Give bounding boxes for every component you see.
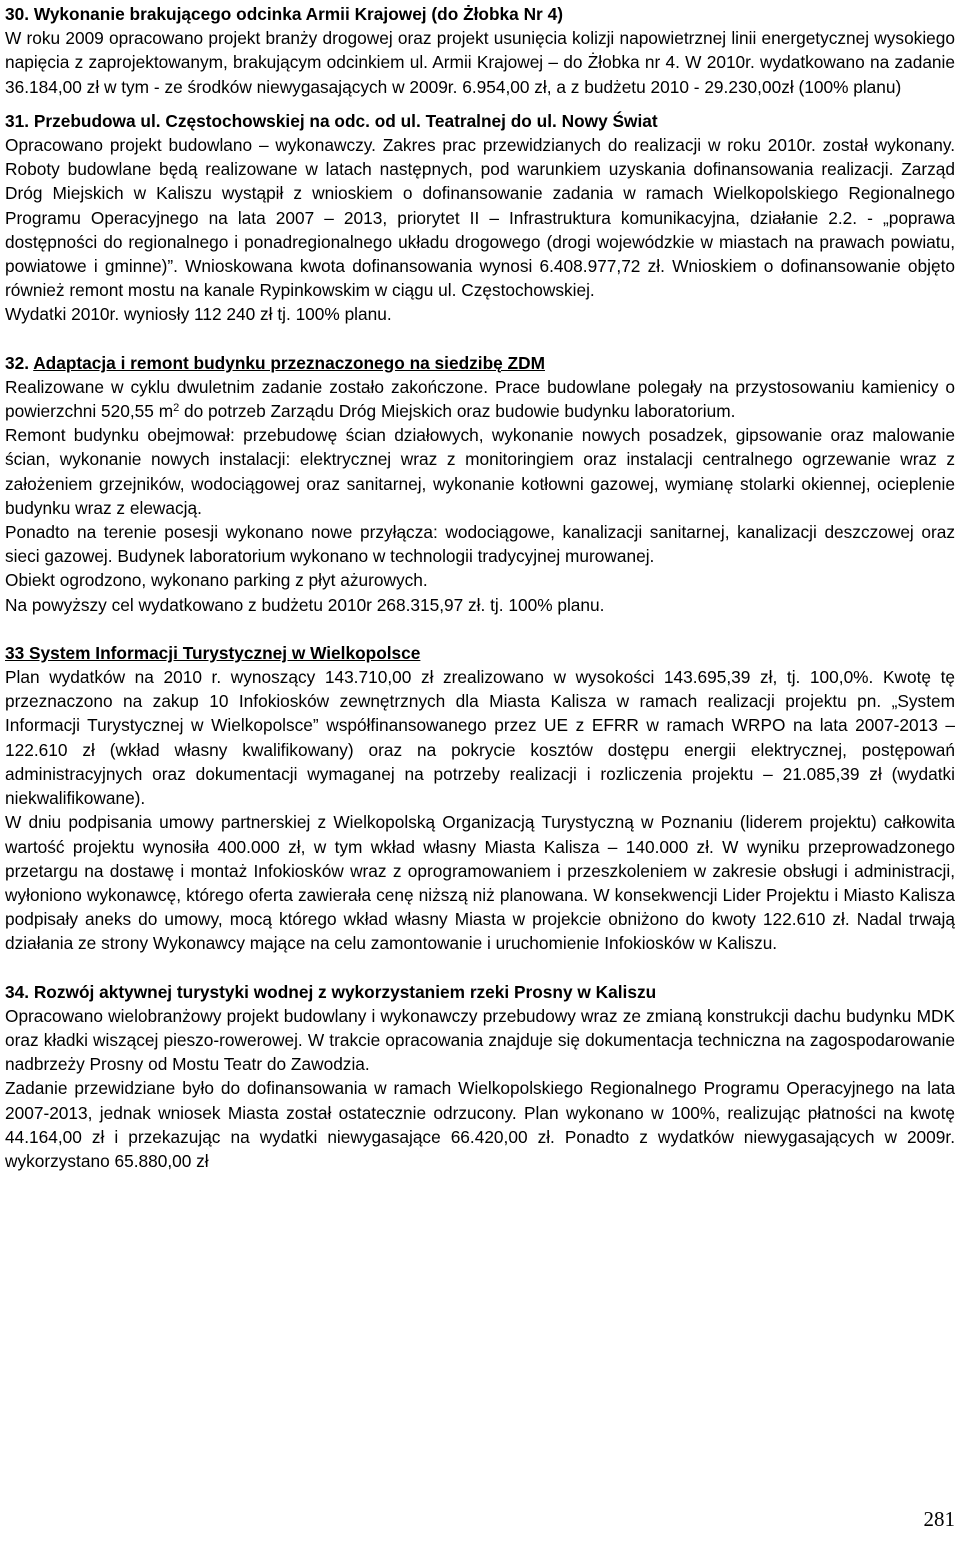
section-32-paragraph-2: Remont budynku obejmował: przebudowę ścian działowych, wykonanie nowych posadzek, gipsowanie oraz malowanie ścian, wykonanie nowych instalacji: elektrycznej wraz z monitoringiem oraz instalacji centralnego ogrzewanie wraz z założeniem grzejników, wodociągowej oraz sanitarnej, wykonanie kotłowni gazowej, wymianę stolarki okiennej, ocieplenie budynku wraz z elewacją. — [5, 425, 955, 518]
section-32-text: Realizowane w cyklu dwuletnim zadanie zostało zakończone. Prace budowlane polegały na przystosowaniu kamienicy o powierzchni 520,55 m — [5, 376, 955, 422]
page-number: 281 — [923, 1507, 955, 1531]
section-33-paragraph-2: W dniu podpisania umowy partnerskiej z Wielkopolską Organizacją Turystyczną w Poznaniu (liderem projektu) całkowita wartość projektu wynosiła 400.000 zł, w tym wkład własny Miasta Kalisza – 140.000 zł. W wyniku przeprowadzonego przetargu na dostawę i montaż Infokiosków wraz z oprogramowaniem i przeszkoleniem w zakresie obsługi i administracji, wyłoniono wykonawcę, którego oferta zawierała cenę niższą niż planowana. W konsekwencji Lider Projektu i Miasto Kalisza podpisały aneks do umowy, mocą którego wkład własny Miasta w projekcie obniżono do kwoty 122.610 zł. Nadal trwają działania ze strony Wykonawcy mające na celu zamontowanie i uruchomienie Infokiosków w Kaliszu. — [5, 812, 955, 954]
section-34-title: 34. Rozwój aktywnej turystyki wodnej z wykorzystaniem rzeki Prosny w Kaliszu — [5, 981, 657, 1002]
section-32-paragraph-4: Obiekt ogrodzono, wykonano parking z płyt ażurowych. — [5, 570, 428, 591]
section-31-body: Opracowano projekt budowlano – wykonawczy. Zakres prac przewidzianych do realizacji w roku 2010r. został wykonany. Roboty budowlane będą realizowane w latach następnych, pod warunkiem uzyskania dofinansowania realizacji. Zarząd Dróg Miejskich w Kaliszu wystąpił z wnioskiem o dofinansowanie zadania w ramach Wielkopolskiego Regionalnego Programu Operacyjnego na lata 2007 – 2013, priorytet II – Infrastruktura komunikacyjna, działanie 2.2. - „poprawa dostępności do regionalnego i ponadregionalnego układu drogowego (drogi wojewódzkie w miastach na prawach powiatu, powiatowe i gminne)”. Wnioskowana kwota dofinansowania wynosi 6.408.977,72 zł. Wnioskiem o dofinansowanie objęto również remont mostu na kanale Rypinkowskim w ciągu ul. Częstochowskiej. — [5, 135, 955, 301]
superscript: 2 — [173, 402, 180, 415]
section-32-number: 32. — [5, 352, 34, 373]
section-30 — [5, 2, 955, 99]
section-31 — [5, 109, 955, 327]
section-33 — [5, 641, 955, 956]
section-32-paragraph-5: Na powyższy cel wydatkowano z budżetu 2010r 268.315,97 zł. tj. 100% planu. — [5, 594, 605, 615]
section-32-paragraph-3: Ponadto na terenie posesji wykonano nowe przyłącza: wodociągowe, kanalizacji sanitarnej, kanalizacji deszczowej oraz sieci gazowej. Budynek laboratorium wykonano w technologii tradycyjnej murowanej. — [5, 522, 955, 567]
section-32-heading — [5, 351, 955, 375]
section-31-title: 31. Przebudowa ul. Częstochowskiej na odc. od ul. Teatralnej do ul. Nowy Świat — [5, 110, 658, 131]
section-34 — [5, 980, 955, 1174]
section-30-title: 30. Wykonanie brakującego odcinka Armii Krajowej (do Żłobka Nr 4) — [5, 4, 563, 24]
section-32 — [5, 351, 955, 617]
section-33-paragraph-1: Plan wydatków na 2010 r. wynoszący 143.710,00 zł zrealizowano w wysokości 143.695,39 zł, tj. 100,0%. Kwotę tę przeznaczono na zakup 10 Infokiosków zewnętrznych dla Miasta Kalisza w ramach realizacji projektu pn. „System Informacji Turystycznej w Wielkopolsce” współfinansowanego przez UE z EFRR w ramach WRPO na lata 2007-2013 – 122.610 zł (wkład własny kwalifikowany) oraz na pokrycie kosztów dostępu energii elektrycznej, postępowań administracyjnych oraz dokumentacji wymaganej na potrzeby realizacji i rozliczenia projektu – 21.085,39 zł (wydatki niekwalifikowane). — [5, 667, 955, 809]
section-32-text-cont: do potrzeb Zarządu Dróg Miejskich oraz budowie budynku laboratorium. — [179, 401, 736, 422]
section-34-paragraph-1: Opracowano wielobranżowy projekt budowlany i wykonawczy przebudowy wraz ze zmianą konstrukcji dachu budynku MDK oraz kładki wiszącej pieszo-rowerowej. W trakcie opracowania znajduje się dokumentacja techniczna na zagospodarowanie nadbrzeży Prosny od Mostu Teatr do Zawodzia. — [5, 1005, 955, 1075]
section-33-title: 33 System Informacji Turystycznej w Wielkopolsce — [5, 642, 421, 663]
section-34-paragraph-2: Zadanie przewidziane było do dofinansowania w ramach Wielkopolskiego Regionalnego Programu Operacyjnego na lata 2007-2013, jednak wniosek Miasta został ostatecznie odrzucony. Plan wykonano w 100%, realizując płatności na kwotę 44.164,00 zł i przekazując na wydatki niewygasające 66.420,00 zł. Ponadto z wydatków niewygasających w 2009r. wykorzystano 65.880,00 zł — [5, 1078, 955, 1171]
section-32-title: Adaptacja i remont budynku przeznaczonego na siedzibę ZDM — [33, 352, 545, 373]
document-page — [5, 2, 955, 1173]
section-31-expenses: Wydatki 2010r. wyniosły 112 240 zł tj. 100% planu. — [5, 304, 392, 325]
section-30-body: W roku 2009 opracowano projekt branży drogowej oraz projekt usunięcia kolizji napowietrznej linii energetycznej wysokiego napięcia z zaprojektowanym, brakującym odcinkiem ul. Armii Krajowej – do Żłobka nr 4. W 2010r. wydatkowano na zadanie 36.184,00 zł w tym - ze środków niewygasających w 2009r. 6.954,00 zł, a z budżetu 2010 - 29.230,00zł (100% planu) — [5, 28, 955, 97]
section-32-paragraph-1 — [5, 375, 955, 423]
